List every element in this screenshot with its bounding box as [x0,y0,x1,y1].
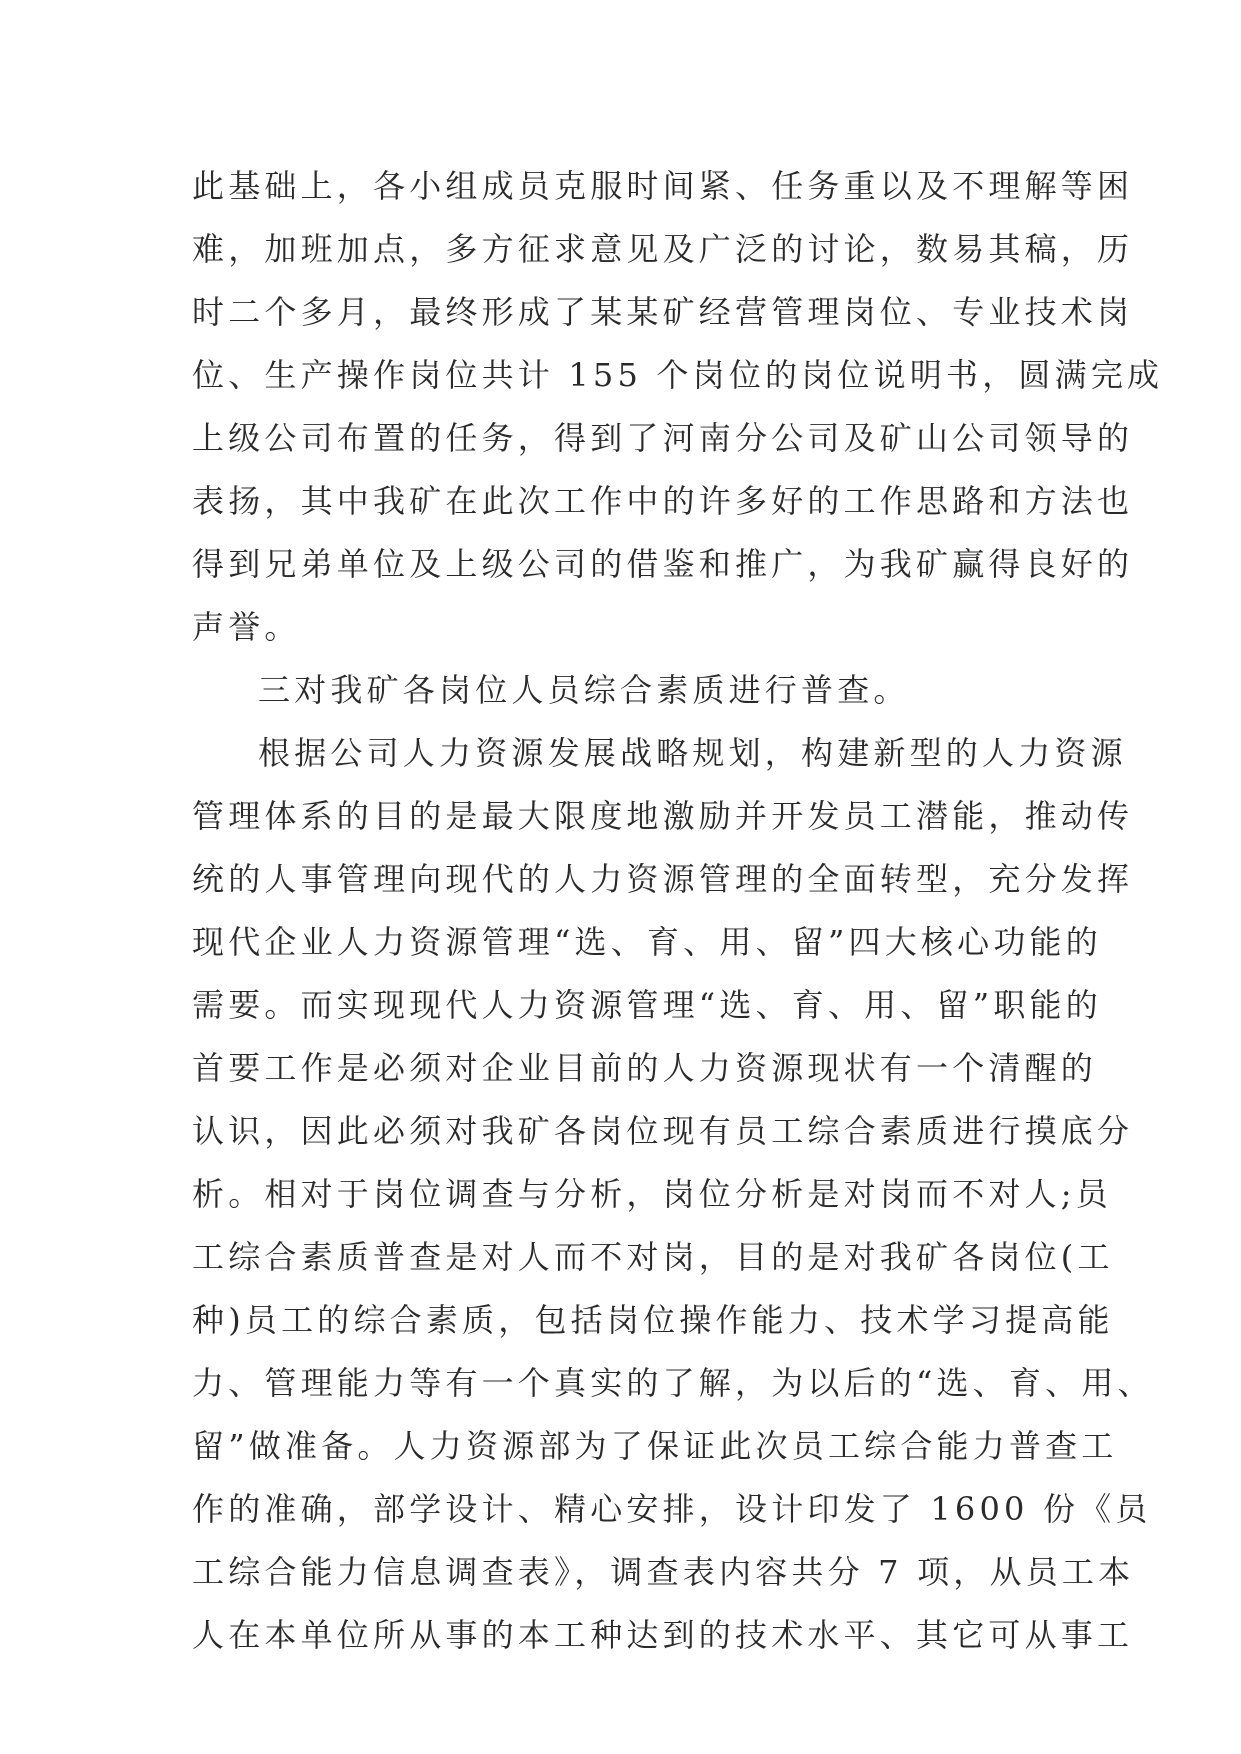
text-line: 工综合素质普查是对人而不对岗，目的是对我矿各岗位(工 [192,1238,1114,1276]
text-line: 得到兄弟单位及上级公司的借鉴和推广，为我矿赢得良好的 [192,545,1134,583]
text-line: 析。相对于岗位调查与分析，岗位分析是对岗而不对人;员 [192,1175,1112,1213]
text-line: 现代企业人力资源管理“选、育、用、留”四大核心功能的 [192,923,1102,961]
text-line: 种)员工的综合素质，包括岗位操作能力、技术学习提高能 [192,1301,1114,1339]
text-line: 统的人事管理向现代的人力资源管理的全面转型，充分发挥 [192,860,1134,898]
paragraph-first-line: 根据公司人力资源发展战略规划，构建新型的人力资源 [258,734,1127,772]
text-line: 力、管理能力等有一个真实的了解，为以后的“选、育、用、 [192,1364,1154,1402]
text-line: 工综合能力信息调查表》，调查表内容共分 7 项，从员工本 [192,1553,1135,1591]
text-line: 留”做准备。人力资源部为了保证此次员工综合能力普查工 [192,1427,1118,1465]
text-line: 人在本单位所从事的本工种达到的技术水平、其它可从事工 [192,1616,1134,1654]
text-line: 声誉。 [192,608,301,646]
text-line: 作的准确，部学设计、精心安排，设计印发了 1600 份《员 [192,1490,1152,1528]
text-line: 上级公司布置的任务，得到了河南分公司及矿山公司领导的 [192,419,1134,457]
document-body [192,155,1164,1667]
text-line: 管理体系的目的是最大限度地激励并开发员工潜能，推动传 [192,797,1134,835]
text-line: 此基础上，各小组成员克服时间紧、任务重以及不理解等困 [192,167,1134,205]
section-heading: 三对我矿各岗位人员综合素质进行普查。 [258,671,910,709]
text-line: 首要工作是必须对企业目前的人力资源现状有一个清醒的 [192,1049,1098,1087]
text-line: 表扬，其中我矿在此次工作中的许多好的工作思路和方法也 [192,482,1134,520]
text-line: 难，加班加点，多方征求意见及广泛的讨论，数易其稿，历 [192,230,1134,268]
text-line: 需要。而实现现代人力资源管理“选、育、用、留”职能的 [192,986,1102,1024]
text-line: 位、生产操作岗位共计 155 个岗位的岗位说明书，圆满完成 [192,356,1164,394]
text-line: 认识，因此必须对我矿各岗位现有员工综合素质进行摸底分 [192,1112,1134,1150]
text-line: 时二个多月，最终形成了某某矿经营管理岗位、专业技术岗 [192,293,1134,331]
